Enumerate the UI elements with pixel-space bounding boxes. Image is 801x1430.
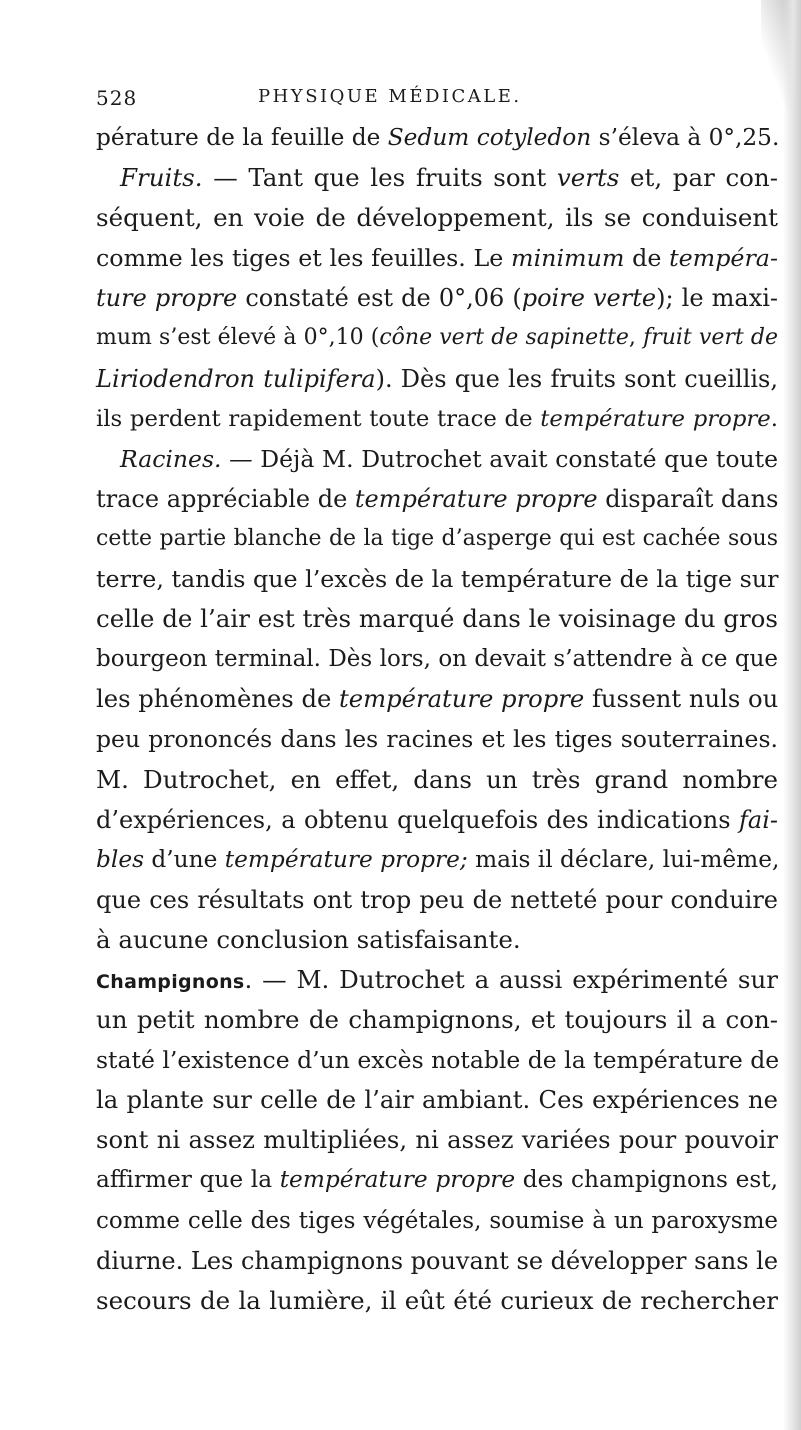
page-number: 528	[96, 86, 138, 110]
text-line: sont ni assez multipliées, ni assez variées pour pouvoir	[96, 1125, 778, 1155]
text-line: Racines. — Déjà M. Dutrochet avait constaté que toute	[120, 444, 778, 473]
text-line: ils perdent rapidement toute trace de température propre.	[96, 405, 778, 432]
text-line: à aucune conclusion satisfaisante.	[96, 924, 521, 954]
text-line: cette partie blanche de la tige d’asperge qui est cachée sous	[96, 525, 778, 551]
running-header	[96, 86, 736, 116]
text-line: comme celle des tiges végétales, soumise à un paroxysme	[96, 1207, 778, 1234]
text-line: Champignons. — M. Dutrochet a aussi expérimenté sur	[96, 964, 778, 994]
text-line: séquent, en voie de développement, ils se conduisent	[96, 203, 778, 233]
text-line: pérature de la feuille de Sedum cotyledon s’éleva à 0°,25.	[96, 124, 780, 151]
section-heading-champignons: Champignons	[96, 970, 245, 993]
text-line: peu prononcés dans les racines et les tiges souterraines.	[96, 725, 778, 754]
text-line: M. Dutrochet, en effet, dans un très grand nombre	[96, 764, 778, 794]
text-line: trace appréciable de température propre disparaît dans	[96, 484, 779, 513]
text-line: que ces résultats ont trop peu de netteté pour conduire	[96, 885, 778, 914]
body-text	[96, 118, 778, 1321]
text-line: diurne. Les champignons pouvant se développer sans le	[96, 1246, 779, 1275]
text-line: celle de l’air est très marqué dans le voisinage du gros	[96, 604, 778, 634]
text-line: secours de la lumière, il eût été curieux de rechercher	[96, 1285, 778, 1315]
running-title: PHYSIQUE MÉDICALE.	[258, 86, 522, 107]
text-line: mum s’est élevé à 0°,10 (cône vert de sapinette, fruit vert de	[96, 325, 778, 351]
text-line: d’expériences, a obtenu quelquefois des indications fai-	[96, 805, 778, 834]
text-line: Fruits. — Tant que les fruits sont verts et, par con-	[120, 163, 778, 193]
text-line: terre, tandis que l’excès de la température de la tige sur	[96, 565, 779, 594]
text-line: la plante sur celle de l’air ambiant. Ces expériences ne	[96, 1085, 778, 1115]
text-line: un petit nombre de champignons, et toujours il a con-	[96, 1005, 778, 1035]
text-line: ture propre constaté est de 0°,06 (poire verte); le maxi-	[96, 284, 779, 313]
text-line: bles d’une température propre; mais il déclare, lui-même,	[96, 845, 780, 873]
text-line: affirmer que la température propre des champignons est,	[96, 1166, 779, 1194]
text-line: bourgeon terminal. Dès lors, on devait s’attendre à ce que	[96, 646, 778, 673]
text-line: comme les tiges et les feuilles. Le minimum de tempéra-	[96, 244, 778, 273]
page-edge-shadow	[783, 0, 801, 1430]
text-line: Liriodendron tulipifera). Dès que les fruits sont cueillis,	[96, 364, 779, 393]
text-line: staté l’existence d’un excès notable de la température de	[96, 1046, 780, 1075]
text-line: les phénomènes de température propre fussent nuls ou	[96, 684, 779, 714]
